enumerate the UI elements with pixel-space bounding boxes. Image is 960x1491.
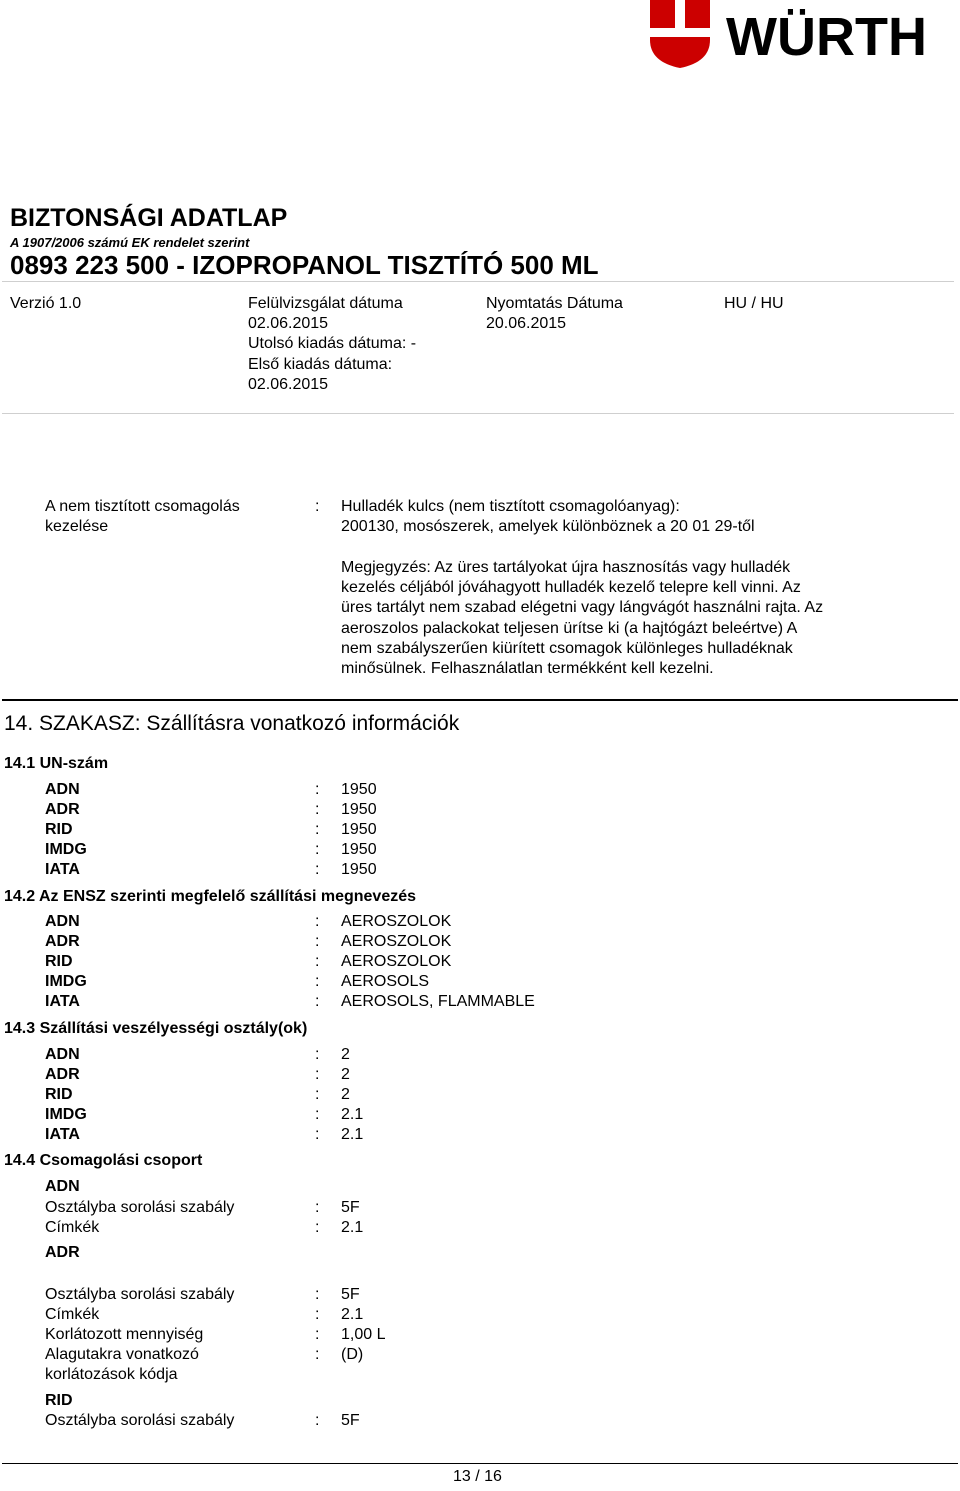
- revision-info: [248, 294, 416, 395]
- un-row-imdg: IMDG : 1950: [45, 841, 377, 858]
- header-divider: [2, 281, 954, 282]
- waste-key-line: Hulladék kulcs (nem tisztított csomagolóanyag):: [341, 498, 680, 515]
- first-issue-date: 02.06.2015: [248, 375, 329, 393]
- section-divider: [2, 699, 958, 701]
- revision-date: 02.06.2015: [248, 315, 329, 333]
- note-line: kezelés céljából jóváhagyott hulladék kezelő telepre kell vinni. Az: [341, 579, 801, 597]
- packing-adn-class: Osztályba sorolási szabály : 5F: [45, 1199, 360, 1216]
- svg-text:WÜRTH: WÜRTH: [726, 7, 927, 67]
- packing-adn-label: ADN: [45, 1178, 80, 1195]
- name-row-imdg: IMDG : AEROSOLS: [45, 973, 430, 990]
- footer-divider: [2, 1463, 958, 1464]
- document-subtitle: A 1907/2006 számú EK rendelet szerint: [10, 235, 250, 250]
- hazard-row-adn: ADN : 2: [45, 1046, 350, 1063]
- shipping-name-heading: 14.2 Az ENSZ szerinti megfelelő szállítási megnevezés: [4, 888, 417, 905]
- brand-mark-icon: [650, 0, 710, 68]
- hazard-class-heading: 14.3 Szállítási veszélyességi osztály(ok): [4, 1020, 308, 1037]
- packing-rid-label: RID: [45, 1392, 73, 1409]
- packing-adr-class: Osztályba sorolási szabály : 5F: [45, 1286, 360, 1303]
- first-issue-label: Első kiadás dátuma:: [248, 355, 393, 373]
- name-row-adn: ADN : AEROSZOLOK: [45, 913, 452, 930]
- packing-adr-limited-qty: Korlátozott mennyiség : 1,00 L: [45, 1326, 386, 1343]
- product-title: 0893 223 500 - IZOPROPANOL TISZTÍTÓ 500 ML: [10, 250, 599, 280]
- name-row-iata: IATA : AEROSOLS, FLAMMABLE: [45, 993, 535, 1010]
- document-title: BIZTONSÁGI ADATLAP: [10, 204, 288, 232]
- note-line: minősülnek. Felhasználatlan termékként kell kezelni.: [341, 660, 714, 678]
- note-line: üres tartályt nem szabad elégetni vagy lángvágót használni rajta. Az: [341, 599, 824, 617]
- wurth-logo: [648, 0, 960, 70]
- locale-label: HU / HU: [724, 295, 784, 312]
- un-row-adn: ADN : 1950: [45, 781, 377, 798]
- header-bottom-divider: [2, 413, 954, 414]
- print-label: Nyomtatás Dátuma: [486, 295, 623, 312]
- revision-label: Felülvizsgálat dátuma: [248, 295, 403, 312]
- un-row-iata: IATA : 1950: [45, 861, 377, 878]
- note-line: aeroszolos palackokat teljesen ürítse ki (a hajtógázt beleértve) A: [341, 619, 798, 637]
- last-issue: Utolsó kiadás dátuma: -: [248, 335, 417, 353]
- section-14-heading: 14. SZAKASZ: Szállításra vonatkozó információk: [4, 712, 460, 735]
- hazard-row-adr: ADR : 2: [45, 1066, 350, 1083]
- un-row-rid: RID : 1950: [45, 821, 377, 838]
- print-info: [486, 294, 623, 334]
- packing-group-heading: 14.4 Csomagolási csoport: [4, 1152, 203, 1169]
- waste-key-text: [341, 497, 755, 537]
- note-line: Megjegyzés: Az üres tartályokat újra hasznosítás vagy hulladék: [341, 559, 791, 576]
- packaging-label: [45, 497, 240, 537]
- note-line: nem szabályszerűen kiürített csomagok különleges hulladéknak: [341, 639, 793, 657]
- packaging-colon: :: [315, 498, 320, 515]
- un-number-heading: 14.1 UN-szám: [4, 755, 109, 772]
- print-date: 20.06.2015: [486, 315, 567, 333]
- packing-adr-tunnel-code: Alagutakra vonatkozó : (D): [45, 1346, 364, 1363]
- packaging-note: [341, 558, 823, 679]
- packaging-label-line: kezelése: [45, 518, 109, 536]
- packing-adr-labels: Címkék : 2.1: [45, 1306, 364, 1323]
- waste-key-line: 200130, mosószerek, amelyek különböznek a 20 01 29-től: [341, 518, 755, 536]
- hazard-row-iata: IATA : 2.1: [45, 1126, 364, 1143]
- name-row-rid: RID : AEROSZOLOK: [45, 953, 452, 970]
- packing-adn-labels: Címkék : 2.1: [45, 1219, 364, 1236]
- version-label: Verzió 1.0: [10, 295, 82, 312]
- hazard-row-rid: RID : 2: [45, 1086, 350, 1103]
- packing-adr-label: ADR: [45, 1244, 80, 1261]
- hazard-row-imdg: IMDG : 2.1: [45, 1106, 364, 1123]
- un-row-adr: ADR : 1950: [45, 801, 377, 818]
- page-number: 13 / 16: [453, 1468, 502, 1485]
- name-row-adr: ADR : AEROSZOLOK: [45, 933, 452, 950]
- packing-adr-tunnel-line2: korlátozások kódja: [45, 1366, 178, 1383]
- packaging-label-line: A nem tisztított csomagolás: [45, 498, 240, 515]
- packing-rid-class: Osztályba sorolási szabály : 5F: [45, 1412, 360, 1429]
